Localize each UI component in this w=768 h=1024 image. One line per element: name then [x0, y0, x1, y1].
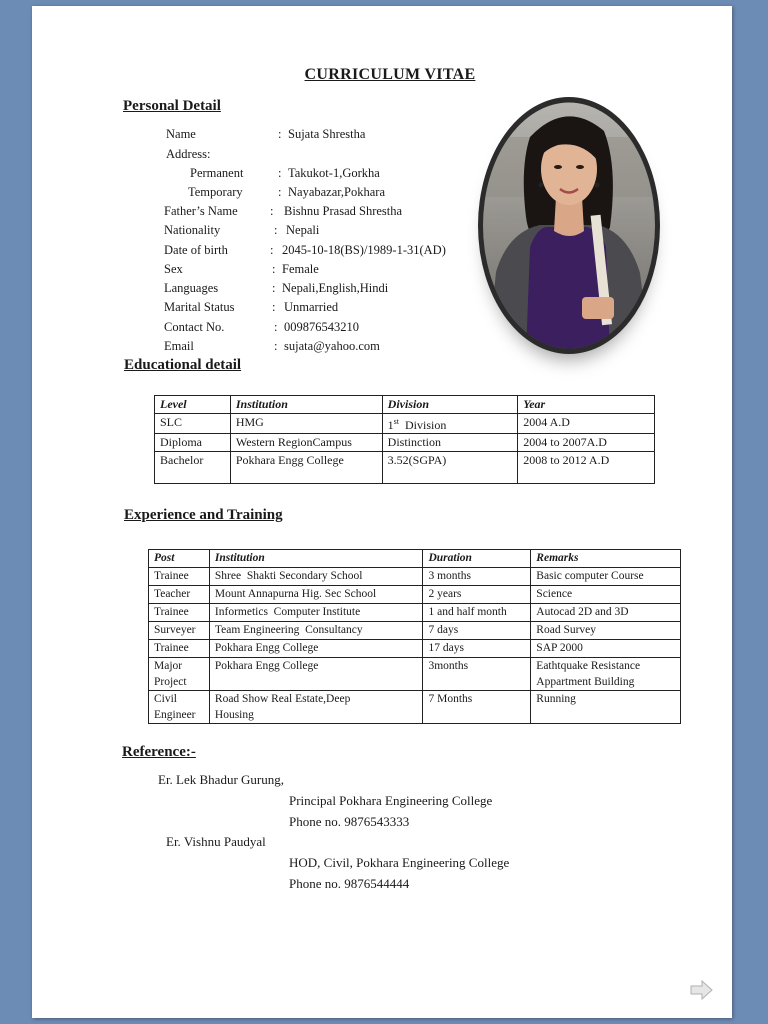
field-value: Nepali,English,Hindi: [282, 281, 389, 295]
educational-detail-heading: Educational detail: [124, 357, 242, 373]
education-table: [154, 395, 655, 484]
table-row: [155, 414, 655, 434]
field-label: Temporary: [188, 185, 243, 199]
cell-division: Distinction: [382, 434, 518, 452]
cell-level: Bachelor: [155, 452, 231, 484]
cell-duration: 2 years: [423, 586, 531, 604]
cell-year: 2004 to 2007A.D: [518, 434, 655, 452]
table-row: [155, 452, 655, 484]
cell-division: 3.52(SGPA): [382, 452, 518, 484]
cell-institution: Pokhara Engg College: [209, 640, 423, 658]
reference-name: Er. Vishnu Paudyal: [166, 834, 266, 849]
cell-institution: Pokhara Engg College: [209, 658, 423, 691]
cell-remarks: SAP 2000: [531, 640, 681, 658]
cell-duration: 3 months: [423, 568, 531, 586]
cell-level: Diploma: [155, 434, 231, 452]
table-row: [149, 568, 681, 586]
reference-phone: Phone no. 9876544444: [289, 876, 410, 891]
field-label: Nationality: [164, 223, 221, 237]
cell-duration: 7 days: [423, 622, 531, 640]
field-value: Nayabazar,Pokhara: [288, 185, 386, 199]
cell-institution: Road Show Real Estate,Deep Housing: [209, 691, 423, 724]
profile-photo: [478, 97, 660, 354]
reference-heading: Reference:-: [122, 744, 196, 760]
field-label: Sex: [164, 262, 183, 276]
table-row: [149, 622, 681, 640]
next-page-arrow-icon[interactable]: [690, 980, 714, 1005]
cell-post: Surveyer: [149, 622, 210, 640]
field-value: Sujata Shrestha: [288, 127, 366, 141]
column-header: Remarks: [531, 550, 681, 568]
field-label: Languages: [164, 281, 219, 295]
table-row: [149, 604, 681, 622]
field-label: Date of birth: [164, 243, 228, 257]
cell-remarks: Science: [531, 586, 681, 604]
field-label: Contact No.: [164, 320, 225, 334]
table-header-row: [155, 396, 655, 414]
column-header: Division: [382, 396, 518, 414]
cell-post: Trainee: [149, 640, 210, 658]
cell-institution: Shree Shakti Secondary School: [209, 568, 423, 586]
column-header: Post: [149, 550, 210, 568]
column-header: Level: [155, 396, 231, 414]
experience-table: [148, 549, 681, 724]
cell-post: Trainee: [149, 568, 210, 586]
cell-institution: Mount Annapurna Hig. Sec School: [209, 586, 423, 604]
field-value: sujata@yahoo.com: [284, 339, 380, 353]
experience-training-heading: Experience and Training: [124, 507, 283, 523]
reference-phone: Phone no. 9876543333: [289, 814, 410, 829]
cell-year: 2004 A.D: [518, 414, 655, 434]
field-value: 2045-10-18(BS)/1989-1-31(AD): [282, 243, 446, 257]
cell-level: SLC: [155, 414, 231, 434]
cell-institution: Pokhara Engg College: [230, 452, 382, 484]
cell-remarks: Eathtquake Resistance Appartment Building: [531, 658, 681, 691]
reference-position: HOD, Civil, Pokhara Engineering College: [289, 855, 510, 870]
field-value: Takukot-1,Gorkha: [288, 166, 380, 180]
field-label: Father’s Name: [164, 204, 238, 218]
reference-name: Er. Lek Bhadur Gurung,: [158, 772, 285, 787]
cell-remarks: Basic computer Course: [531, 568, 681, 586]
column-header: Institution: [209, 550, 423, 568]
reference-position: Principal Pokhara Engineering College: [289, 793, 493, 808]
cell-post: Major Project: [149, 658, 210, 691]
cell-duration: 7 Months: [423, 691, 531, 724]
cell-division: 1st Division: [382, 414, 518, 434]
cell-institution: Informetics Computer Institute: [209, 604, 423, 622]
column-header: Duration: [423, 550, 531, 568]
cell-remarks: Autocad 2D and 3D: [531, 604, 681, 622]
field-value: 009876543210: [284, 320, 359, 334]
cell-post: Trainee: [149, 604, 210, 622]
cell-institution: HMG: [230, 414, 382, 434]
cell-year: 2008 to 2012 A.D: [518, 452, 655, 484]
table-row: [149, 658, 681, 691]
field-label: Name: [166, 127, 196, 141]
cell-duration: 1 and half month: [423, 604, 531, 622]
field-value: Bishnu Prasad Shrestha: [284, 204, 403, 218]
field-value: Unmarried: [284, 300, 339, 314]
field-label: Email: [164, 339, 194, 353]
table-row: [149, 691, 681, 724]
table-row: [149, 640, 681, 658]
cell-duration: 3months: [423, 658, 531, 691]
cell-remarks: Running: [531, 691, 681, 724]
table-row: [155, 434, 655, 452]
cell-post: Civil Engineer: [149, 691, 210, 724]
column-header: Institution: [230, 396, 382, 414]
portrait-image: [478, 97, 660, 354]
personal-detail-heading: Personal Detail: [123, 98, 221, 114]
cell-duration: 17 days: [423, 640, 531, 658]
field-value: Female: [282, 262, 319, 276]
field-value: Nepali: [286, 223, 320, 237]
cell-institution: Team Engineering Consultancy: [209, 622, 423, 640]
field-label: Permanent: [190, 166, 244, 180]
table-header-row: [149, 550, 681, 568]
field-label: Address:: [166, 147, 211, 161]
column-header: Year: [518, 396, 655, 414]
cell-institution: Western RegionCampus: [230, 434, 382, 452]
cell-remarks: Road Survey: [531, 622, 681, 640]
cell-post: Teacher: [149, 586, 210, 604]
field-label: Marital Status: [164, 300, 235, 314]
table-row: [149, 586, 681, 604]
document-title: CURRICULUM VITAE: [304, 66, 476, 83]
